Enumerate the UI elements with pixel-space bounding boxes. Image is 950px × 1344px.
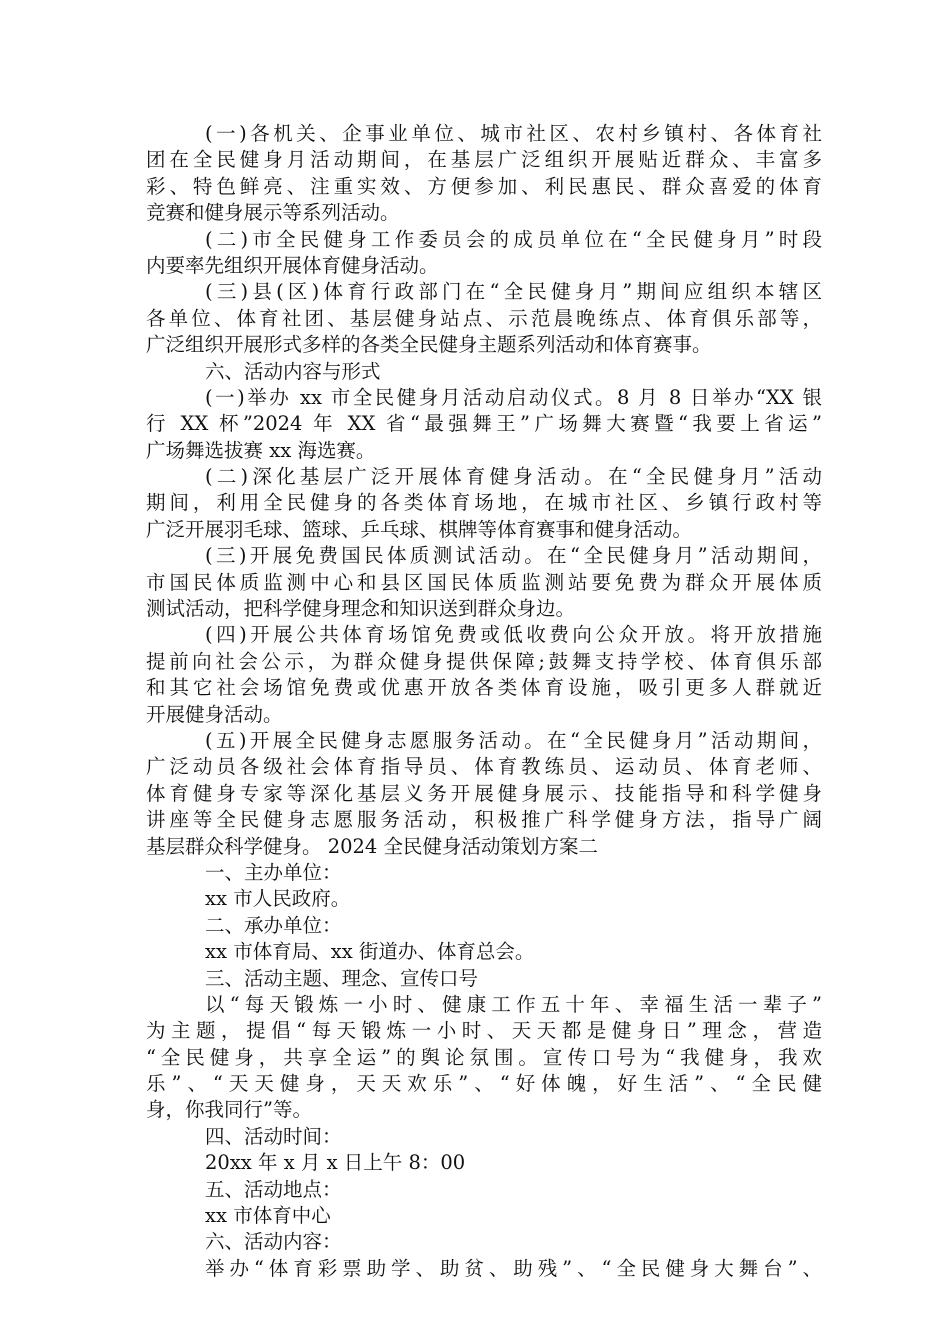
text-line: (二)深化基层广泛开展体育健身活动。在“全民健身月”活动 bbox=[205, 465, 822, 489]
text-line: 六、活动内容与形式 bbox=[205, 359, 381, 383]
text-line: 六、活动内容： bbox=[205, 1230, 342, 1254]
text-line: “全民健身，共享全运”的舆论氛围。宣传口号为“我健身，我欢 bbox=[146, 1045, 822, 1069]
text-line: 乐”、“天天健身，天天欢乐”、“好体魄，好生活”、“全民健 bbox=[146, 1072, 822, 1096]
text-line: (四)开展公共体育场馆免费或低收费向公众开放。将开放措施 bbox=[205, 623, 822, 647]
text-line: xx 市体育局、xx 街道办、体育总会。 bbox=[205, 940, 535, 964]
text-line: 内要率先组织开展体育健身活动。 bbox=[146, 253, 439, 277]
text-line: 各单位、体育社团、基层健身站点、示范晨晚练点、体育俱乐部等， bbox=[146, 306, 822, 330]
text-line: (五)开展全民健身志愿服务活动。在“全民健身月”活动期间， bbox=[205, 728, 822, 752]
text-line: (三)县(区)体育行政部门在“全民健身月”期间应组织本辖区 bbox=[205, 280, 822, 304]
text-line: 广泛动员各级社会体育指导员、体育教练员、运动员、体育老师、 bbox=[146, 755, 822, 779]
text-line: 以“每天锻炼一小时、健康工作五十年、幸福生活一辈子” bbox=[205, 992, 822, 1016]
text-line: 二、承办单位： bbox=[205, 913, 342, 937]
text-line: 体育健身专家等深化基层义务开展健身展示、技能指导和科学健身 bbox=[146, 781, 822, 805]
text-line: (一)各机关、企事业单位、城市社区、农村乡镇村、各体育社 bbox=[205, 122, 822, 145]
text-line: (一)举办 xx 市全民健身月活动启动仪式。8 月 8 日举办“XX 银 bbox=[205, 385, 822, 409]
text-line: 期间，利用全民健身的各类体育场地，在城市社区、乡镇行政村等 bbox=[146, 491, 822, 515]
text-line: 20xx 年 x 月 x 日上午 8：00 bbox=[205, 1151, 466, 1175]
text-line: 彩、特色鲜亮、注重实效、方便参加、利民惠民、群众喜爱的体育 bbox=[146, 174, 822, 198]
text-line: 三、活动主题、理念、宣传口号 bbox=[205, 966, 479, 990]
text-line: xx 市人民政府。 bbox=[205, 887, 351, 911]
text-line: 为主题，提倡“每天锻炼一小时、天天都是健身日”理念，营造 bbox=[146, 1019, 822, 1043]
text-line: 基层群众科学健身。 2024 全民健身活动策划方案二 bbox=[146, 834, 599, 858]
text-line: 测试活动，把科学健身理念和知识送到群众身边。 bbox=[146, 597, 576, 621]
text-line: xx 市体育中心 bbox=[205, 1204, 331, 1228]
text-line: 行 XX 杯”2024 年 XX 省“最强舞王”广场舞大赛暨“我要上省运” bbox=[146, 412, 822, 436]
text-line: 广泛开展羽毛球、篮球、乒乓球、棋牌等体育赛事和健身活动。 bbox=[146, 517, 693, 541]
text-line: 举办“体育彩票助学、助贫、助残”、“全民健身大舞台”、 bbox=[205, 1256, 822, 1280]
text-line: 一、主办单位： bbox=[205, 860, 342, 884]
text-line: 五、活动地点： bbox=[205, 1177, 342, 1201]
text-line: 提前向社会公示，为群众健身提供保障;鼓舞支持学校、体育俱乐部 bbox=[146, 649, 822, 673]
text-line: (二)市全民健身工作委员会的成员单位在“全民健身月”时段 bbox=[205, 227, 822, 251]
text-line: 和其它社会场馆免费或优惠开放各类体育设施，吸引更多人群就近 bbox=[146, 676, 822, 700]
text-line: (三)开展免费国民体质测试活动。在“全民健身月”活动期间， bbox=[205, 544, 822, 568]
text-line: 讲座等全民健身志愿服务活动，积极推广科学健身方法，指导广阔 bbox=[146, 808, 822, 832]
document-body bbox=[146, 121, 822, 1282]
text-line: 团在全民健身月活动期间，在基层广泛组织开展贴近群众、丰富多 bbox=[146, 148, 822, 172]
text-line: 广泛组织开展形式多样的各类全民健身主题系列活动和体育赛事。 bbox=[146, 333, 712, 357]
text-line: 身，你我同行”等。 bbox=[146, 1098, 312, 1122]
text-line: 开展健身活动。 bbox=[146, 702, 283, 726]
text-line: 竞赛和健身展示等系列活动。 bbox=[146, 201, 400, 225]
text-line: 四、活动时间： bbox=[205, 1124, 342, 1148]
text-line: 广场舞选拔赛 xx 海选赛。 bbox=[146, 438, 376, 462]
text-line: 市国民体质监测中心和县区国民体质监测站要免费为群众开展体质 bbox=[146, 570, 822, 594]
